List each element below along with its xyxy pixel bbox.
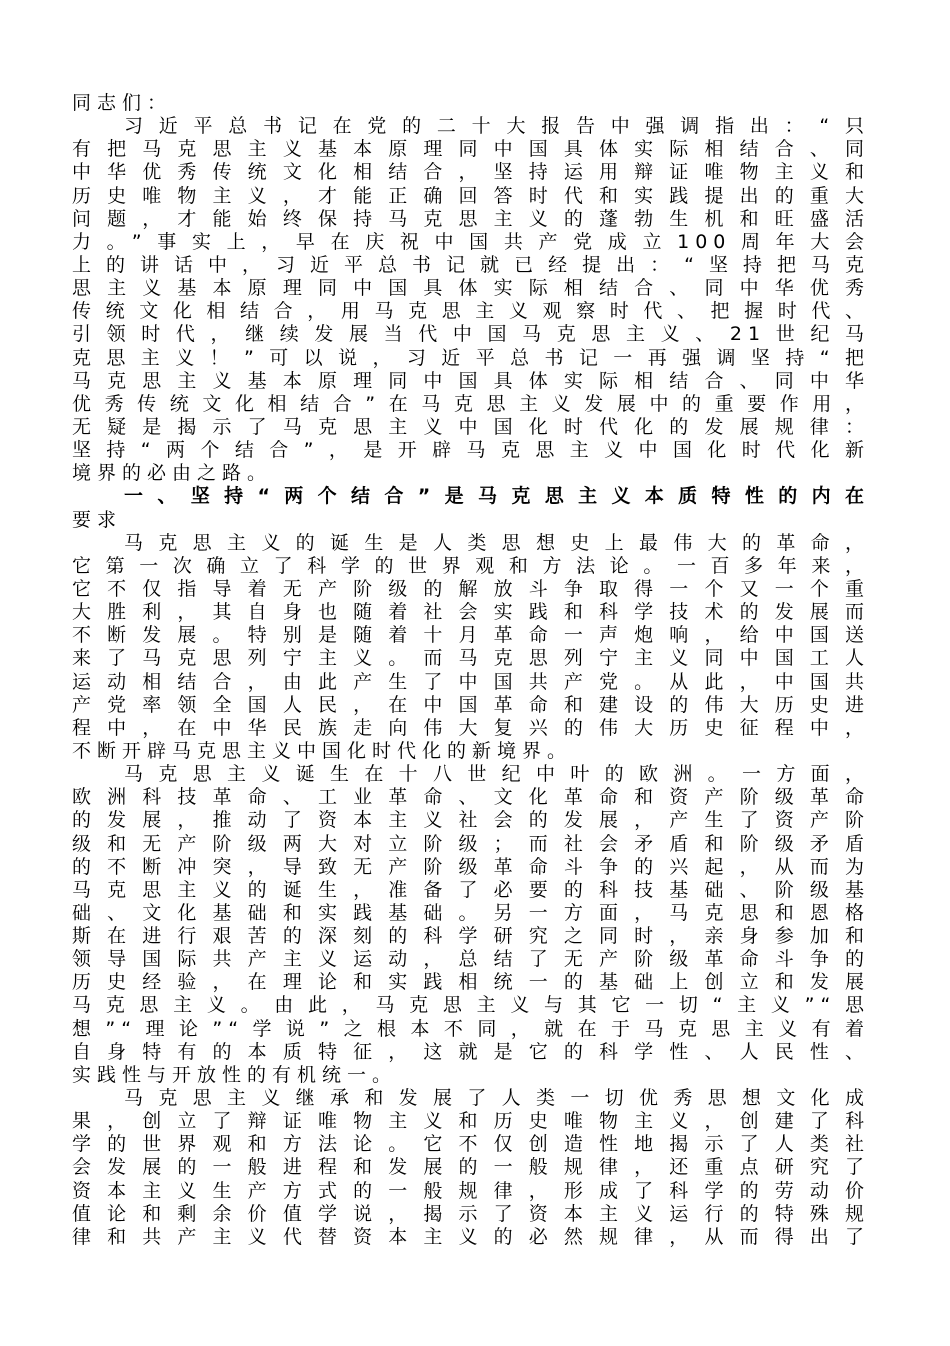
text-line: 运动相结合，由此产生了中国共产党。从此，中国共 bbox=[72, 670, 870, 693]
text-line: 上的讲话中，习近平总书记就已经提出：“坚持把马克 bbox=[72, 253, 870, 276]
text-line: 坚持“两个结合”，是开辟马克思主义中国化时代化新 bbox=[72, 439, 870, 462]
text-line: 欧洲科技革命、工业革命、文化革命和资产阶级革命 bbox=[72, 786, 870, 809]
text-line: 自身特有的本质特征，这就是它的科学性、人民性、 bbox=[72, 1040, 870, 1063]
text-line: 的发展，推动了资本主义社会的发展，产生了资产阶 bbox=[72, 809, 870, 832]
text-line: 马克思主义的诞生，准备了必要的科技基础、阶级基 bbox=[72, 878, 870, 901]
text-line: 问题，才能始终保持马克思主义的蓬勃生机和旺盛活 bbox=[72, 207, 870, 230]
text-line: 马克思主义。由此，马克思主义与其它一切“主义”“思 bbox=[72, 994, 870, 1017]
text-line: 引领时代，继续发展当代中国马克思主义、21世纪马 bbox=[72, 323, 870, 346]
text-line: 果，创立了辩证唯物主义和历史唯物主义，创建了科 bbox=[72, 1110, 870, 1133]
text-line: 思主义基本原理同中国具体实际相结合、同中华优秀 bbox=[72, 277, 870, 300]
text-line: 它不仅指导着无产阶级的解放斗争取得一个又一个重 bbox=[72, 577, 870, 600]
text-line: 大胜利，其自身也随着社会实践和科学技术的发展而 bbox=[72, 601, 870, 624]
text-line: 资本主义生产方式的一般规律，形成了科学的劳动价 bbox=[72, 1179, 870, 1202]
text-line: 传统文化相结合，用马克思主义观察时代、把握时代、 bbox=[72, 300, 870, 323]
text-line: 会发展的一般进程和发展的一般规律，还重点研究了 bbox=[72, 1156, 870, 1179]
text-line: 克思主义！”可以说，习近平总书记一再强调坚持“把 bbox=[72, 346, 870, 369]
text-line: 要求 bbox=[72, 508, 123, 531]
text-line: 习近平总书记在党的二十大报告中强调指出：“只 bbox=[124, 115, 870, 138]
text-line: 力。”事实上，早在庆祝中国共产党成立100周年大会 bbox=[72, 230, 870, 253]
text-line: 马克思主义基本原理同中国具体实际相结合、同中华 bbox=[72, 369, 870, 392]
text-line: 领导国际共产主义运动，总结了无产阶级革命斗争的 bbox=[72, 948, 870, 971]
text-line: 无疑是揭示了马克思主义中国化时代化的发展规律： bbox=[72, 415, 870, 438]
text-line: 的不断冲突，导致无产阶级革命斗争的兴起，从而为 bbox=[72, 855, 870, 878]
text-line: 境界的必由之路。 bbox=[72, 462, 273, 485]
text-line: 历史唯物主义，才能正确回答时代和实践提出的重大 bbox=[72, 184, 870, 207]
text-line: 想”“理论”“学说”之根本不同，就在于马克思主义有着 bbox=[72, 1017, 870, 1040]
text-line: 不断发展。特别是随着十月革命一声炮响，给中国送 bbox=[72, 624, 870, 647]
text-line: 实践性与开放性的有机统一。 bbox=[72, 1063, 398, 1086]
text-line: 级和无产阶级两大对立阶级；而社会矛盾和阶级矛盾 bbox=[72, 832, 870, 855]
text-line: 产党率领全国人民，在中国革命和建设的伟大历史进 bbox=[72, 693, 870, 716]
text-line: 不断开辟马克思主义中国化时代化的新境界。 bbox=[72, 739, 573, 762]
text-line: 律和共产主义代替资本主义的必然规律，从而得出了 bbox=[72, 1225, 870, 1248]
text-line: 马克思主义的诞生是人类思想史上最伟大的革命， bbox=[124, 531, 870, 554]
text-line: 马克思主义诞生在十八世纪中叶的欧洲。一方面， bbox=[124, 763, 870, 786]
text-line: 来了马克思列宁主义。而马克思列宁主义同中国工人 bbox=[72, 647, 870, 670]
document-body bbox=[72, 115, 870, 1249]
greeting: 同志们： bbox=[72, 92, 173, 114]
text-line: 马克思主义继承和发展了人类一切优秀思想文化成 bbox=[124, 1087, 870, 1110]
text-line: 值论和剩余价值学说，揭示了资本主义运行的特殊规 bbox=[72, 1202, 870, 1225]
text-line: 程中，在中华民族走向伟大复兴的伟大历史征程中， bbox=[72, 716, 870, 739]
text-line: 础、文化基础和实践基础。另一方面，马克思和恩格 bbox=[72, 901, 870, 924]
section-heading-line: 一、坚持“两个结合”是马克思主义本质特性的内在 bbox=[124, 485, 870, 508]
text-line: 优秀传统文化相结合”在马克思主义发展中的重要作用， bbox=[72, 392, 870, 415]
text-line: 斯在进行艰苦的深刻的科学研究之同时，亲身参加和 bbox=[72, 925, 870, 948]
text-line: 学的世界观和方法论。它不仅创造性地揭示了人类社 bbox=[72, 1133, 870, 1156]
text-line: 它第一次确立了科学的世界观和方法论。一百多年来， bbox=[72, 554, 870, 577]
text-line: 有把马克思主义基本原理同中国具体实际相结合、同 bbox=[72, 138, 870, 161]
text-line: 历史经验，在理论和实践相统一的基础上创立和发展 bbox=[72, 971, 870, 994]
text-line: 中华优秀传统文化相结合，坚持运用辩证唯物主义和 bbox=[72, 161, 870, 184]
